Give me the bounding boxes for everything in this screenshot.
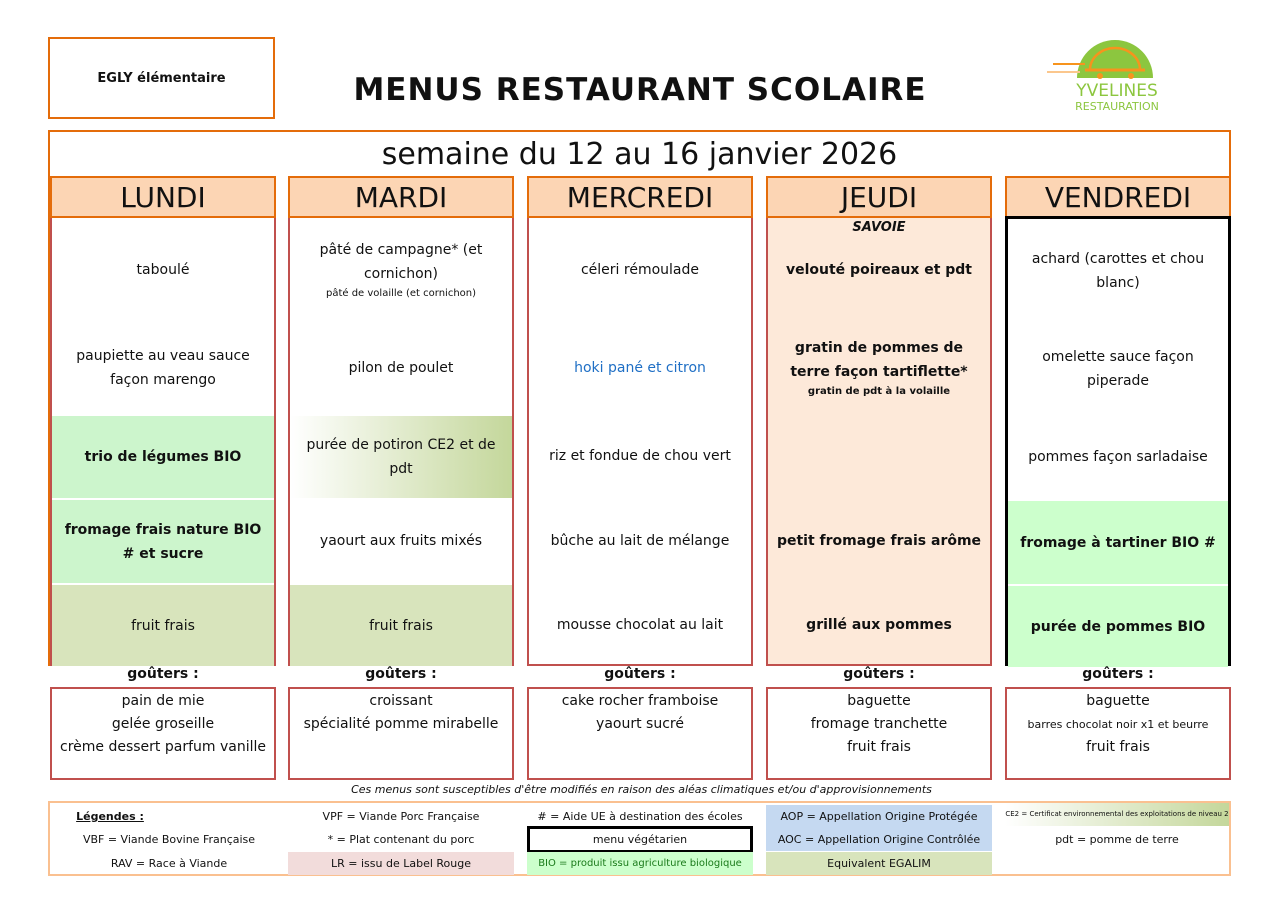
- gouter-item: crème dessert parfum vanille: [60, 739, 266, 755]
- gouters-label: goûters :: [127, 666, 199, 682]
- menu-item: [768, 322, 990, 414]
- menu-item-label: fromage frais nature BIO # et sucre: [64, 521, 262, 562]
- menu-item-label: riz et fondue de chou vert: [549, 448, 731, 464]
- legend-aoc: AOC = Appellation Origine Contrôlée: [766, 828, 992, 851]
- menu-item-label: purée de potiron CE2 et de pdt: [306, 437, 496, 477]
- day-column: [766, 176, 992, 666]
- legend: [48, 801, 1231, 876]
- gouters-label: goûters :: [1082, 666, 1154, 682]
- menu-item-label: grillé aux pommes: [806, 616, 952, 633]
- gouters-label: goûters :: [604, 666, 676, 682]
- logo-text-1: YVELINES: [1076, 81, 1158, 101]
- menu-item: [1008, 323, 1228, 415]
- day-column: [1005, 176, 1231, 666]
- gouters-label: goûters :: [365, 666, 437, 682]
- menu-item-label: fromage à tartiner BIO #: [1020, 534, 1216, 551]
- week-title: semaine du 12 au 16 janvier 2026: [48, 130, 1231, 178]
- menu-item-label: pommes façon sarladaise: [1028, 449, 1208, 465]
- day-column: [288, 176, 514, 666]
- legend-aide: # = Aide UE à destination des écoles: [537, 810, 743, 823]
- day-column: [50, 176, 276, 666]
- menu-item-label: gratin de pommes de terre façon tartiflette*: [790, 340, 968, 380]
- menu-item-label: pilon de poulet: [348, 360, 454, 376]
- menu-item: [768, 583, 990, 666]
- gouter-item: croissant: [369, 693, 433, 709]
- school-name: EGLY élémentaire: [48, 37, 275, 119]
- gouter-item: baguette: [1086, 693, 1150, 709]
- menu-item: [529, 583, 751, 666]
- menu-item: [1008, 499, 1228, 584]
- menu-item-label: fruit frais: [131, 617, 195, 634]
- menu-item-label: petit fromage frais arôme: [776, 532, 982, 549]
- legend-vpf: VPF = Viande Porc Française: [322, 810, 480, 823]
- gouter-item: spécialité pomme mirabelle: [303, 716, 499, 732]
- day-menu: [50, 218, 276, 666]
- day-menu: [766, 218, 992, 666]
- menu-item-label: trio de légumes BIO: [84, 449, 242, 465]
- gouter-item: fruit frais: [1086, 739, 1150, 755]
- legend-ce2: CE2 = Certificat environnemental des exploitations de niveau 2: [1005, 803, 1229, 826]
- legend-rav: RAV = Race à Viande: [110, 857, 228, 870]
- gouter-box: [50, 687, 276, 780]
- gouters-label: goûters :: [843, 666, 915, 682]
- menu-item: [290, 414, 512, 498]
- legend-veg: menu végétarien: [527, 826, 753, 853]
- page-title: MENUS RESTAURANT SCOLAIRE: [353, 72, 927, 108]
- menu-item: [52, 414, 274, 498]
- gouter-item: baguette: [847, 693, 911, 709]
- day-header: MERCREDI: [527, 176, 753, 218]
- menu-item-label: purée de pommes BIO: [1030, 618, 1206, 635]
- menu-item-label: achard (carottes et chou blanc): [1031, 251, 1205, 291]
- menu-item: [290, 322, 512, 414]
- legend-pdt: pdt = pomme de terre: [1055, 833, 1179, 846]
- menu-item: [529, 322, 751, 414]
- day-header: VENDREDI: [1005, 176, 1231, 218]
- gouter-box: [1005, 687, 1231, 780]
- menu-item: [768, 498, 990, 583]
- gouter-item: fromage tranchette: [810, 716, 948, 732]
- day-header: JEUDI: [766, 176, 992, 218]
- gouter-item: cake rocher framboise: [561, 693, 719, 709]
- menu-item: [768, 414, 990, 498]
- menu-item: [529, 218, 751, 322]
- menu-item-label: velouté poireaux et pdt: [785, 262, 973, 278]
- disclaimer: Ces menus sont susceptibles d'être modifiés en raison des aléas climatiques et/ou d'approvisionnements: [351, 783, 932, 796]
- day-column: [527, 176, 753, 666]
- gouter-box: [766, 687, 992, 780]
- menu-item: [290, 583, 512, 666]
- legend-lr: LR = issu de Label Rouge: [288, 852, 514, 875]
- day-header: LUNDI: [50, 176, 276, 218]
- gouter-box: [527, 687, 753, 780]
- menu-item-label: fruit frais: [369, 617, 433, 634]
- menu-item: [1008, 415, 1228, 499]
- legend-bio: BIO = produit issu agriculture biologique: [527, 852, 753, 875]
- gouter-box: [288, 687, 514, 780]
- menu-item-label: céleri rémoulade: [580, 262, 699, 278]
- menu-item: [52, 583, 274, 666]
- menu-item-alternative: gratin de pdt à la volaille: [807, 386, 951, 397]
- legend-egalim: Equivalent EGALIM: [766, 852, 992, 875]
- yvelines-restauration-logo: [1045, 30, 1185, 115]
- legend-aop: AOP = Appellation Origine Protégée: [766, 805, 992, 828]
- gouter-item: pain de mie: [121, 693, 205, 709]
- legend-title: Légendes :: [76, 810, 144, 823]
- menu-item-label: taboulé: [136, 262, 190, 278]
- menu-item: [529, 498, 751, 583]
- gouter-item: fruit frais: [847, 739, 911, 755]
- day-menu: [1005, 216, 1231, 666]
- gouter-item: gelée groseille: [111, 716, 215, 732]
- day-header: MARDI: [288, 176, 514, 218]
- menu-item: [52, 218, 274, 322]
- menu-item: [52, 322, 274, 414]
- menu-item-label: pâté de campagne* (et cornichon): [319, 242, 483, 282]
- legend-porc: * = Plat contenant du porc: [327, 833, 475, 846]
- logo-text-2: RESTAURATION: [1075, 100, 1159, 113]
- menu-item-label: paupiette au veau sauce façon marengo: [76, 348, 250, 388]
- menu-item-label: omelette sauce façon piperade: [1042, 349, 1194, 389]
- menu-item-alternative: pâté de volaille (et cornichon): [325, 288, 477, 299]
- menu-item: [1008, 219, 1228, 323]
- menu-item-label: mousse chocolat au lait: [556, 616, 724, 633]
- menu-item: [290, 498, 512, 583]
- menu-item: [52, 498, 274, 583]
- legend-vbf: VBF = Viande Bovine Française: [82, 833, 256, 846]
- gouter-item: barres chocolat noir x1 et beurre: [1027, 718, 1209, 731]
- gouter-item: yaourt sucré: [596, 716, 684, 732]
- menu-item-label: bûche au lait de mélange: [550, 532, 730, 549]
- theme-label: SAVOIE: [852, 220, 906, 235]
- menu-item: [529, 414, 751, 498]
- menu-item: [290, 218, 512, 322]
- day-menu: [288, 218, 514, 666]
- menu-item-label: hoki pané et citron: [574, 360, 706, 376]
- menu-item: [1008, 584, 1228, 667]
- day-menu: [527, 218, 753, 666]
- menu-item-label: yaourt aux fruits mixés: [319, 532, 483, 549]
